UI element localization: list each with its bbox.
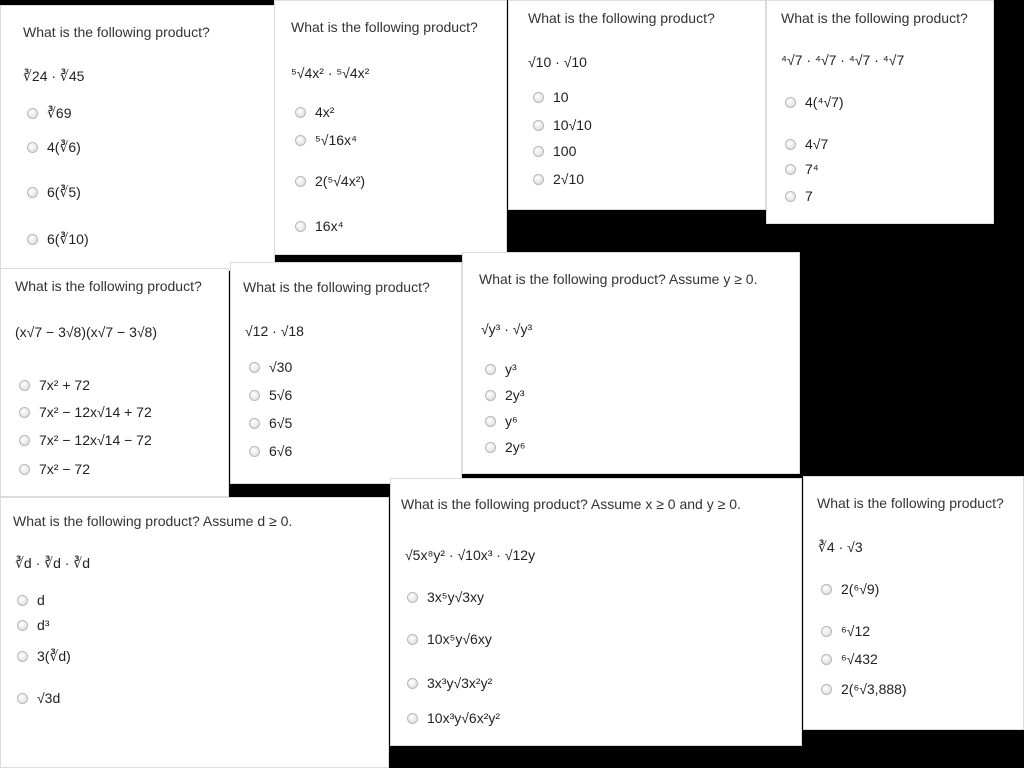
question-text: What is the following product?: [291, 19, 478, 35]
radio-button[interactable]: [407, 678, 418, 689]
radio-button[interactable]: [27, 187, 38, 198]
expression: ⁵√4x² · ⁵√4x²: [291, 65, 370, 81]
question-text: What is the following product?: [781, 10, 968, 26]
radio-button[interactable]: [249, 362, 260, 373]
question-card-5: What is the following product? (x√7 − 3√8)(x√7 − 3√8) 7x² + 72 7x² − 12x√14 + 72 7x² − 12x√14 − 72 7x² − 72: [0, 268, 229, 497]
question-card-9: What is the following product? Assume x ≥ 0 and y ≥ 0. √5x⁸y² · √10x³ · √12y 3x⁵y√3xy 10x⁵y√6xy 3x³y√3x²y² 10x³y√6x²y²: [390, 478, 802, 746]
radio-button[interactable]: [533, 146, 544, 157]
question-text: What is the following product? Assume y ≥ 0.: [479, 271, 758, 287]
expression: √10 · √10: [528, 54, 587, 70]
radio-button[interactable]: [249, 418, 260, 429]
question-card-2: What is the following product? ⁵√4x² · ⁵√4x² 4x² ⁵√16x⁴ 2(⁵√4x²) 16x⁴: [274, 0, 507, 255]
question-text: What is the following product?: [243, 279, 430, 295]
question-card-10: What is the following product? ∛4 · √3 2(⁶√9) ⁶√12 ⁶√432 2(⁶√3,888): [803, 476, 1024, 730]
radio-button[interactable]: [17, 595, 28, 606]
expression: ⁴√7 · ⁴√7 · ⁴√7 · ⁴√7: [781, 52, 905, 68]
radio-button[interactable]: [407, 592, 418, 603]
radio-button[interactable]: [407, 713, 418, 724]
question-card-7: What is the following product? Assume y ≥ 0. √y³ · √y³ y³ 2y³ y⁶ 2y⁶: [462, 252, 800, 474]
radio-button[interactable]: [785, 97, 796, 108]
question-card-6: What is the following product? √12 · √18 √30 5√6 6√5 6√6: [230, 262, 462, 484]
radio-button[interactable]: [485, 416, 496, 427]
radio-button[interactable]: [27, 234, 38, 245]
radio-button[interactable]: [821, 654, 832, 665]
radio-button[interactable]: [821, 584, 832, 595]
expression: ∛d · ∛d · ∛d: [15, 555, 91, 571]
question-text: What is the following product? Assume d ≥ 0.: [13, 513, 293, 529]
radio-button[interactable]: [485, 442, 496, 453]
radio-button[interactable]: [485, 390, 496, 401]
question-card-8: What is the following product? Assume d ≥ 0. ∛d · ∛d · ∛d d d³ 3(∛d) √3d: [0, 497, 389, 768]
radio-button[interactable]: [785, 191, 796, 202]
radio-button[interactable]: [785, 164, 796, 175]
radio-button[interactable]: [295, 176, 306, 187]
radio-button[interactable]: [19, 380, 30, 391]
question-text: What is the following product?: [817, 495, 1004, 511]
radio-button[interactable]: [19, 435, 30, 446]
radio-button[interactable]: [533, 92, 544, 103]
radio-button[interactable]: [821, 684, 832, 695]
radio-button[interactable]: [295, 135, 306, 146]
question-text: What is the following product? Assume x ≥ 0 and y ≥ 0.: [401, 496, 741, 512]
radio-button[interactable]: [27, 142, 38, 153]
expression: √y³ · √y³: [481, 321, 533, 337]
radio-button[interactable]: [407, 634, 418, 645]
radio-button[interactable]: [785, 139, 796, 150]
radio-button[interactable]: [485, 364, 496, 375]
radio-button[interactable]: [249, 446, 260, 457]
question-card-4: What is the following product? ⁴√7 · ⁴√7 · ⁴√7 · ⁴√7 4(⁴√7) 4√7 7⁴ 7: [766, 0, 994, 224]
radio-button[interactable]: [295, 107, 306, 118]
question-card-3: What is the following product? √10 · √10 10 10√10 100 2√10: [508, 0, 766, 210]
expression: ∛4 · √3: [818, 539, 863, 555]
question-text: What is the following product?: [15, 278, 202, 294]
radio-button[interactable]: [295, 221, 306, 232]
radio-button[interactable]: [19, 464, 30, 475]
radio-button[interactable]: [533, 120, 544, 131]
expression: ∛24 · ∛45: [23, 68, 85, 84]
radio-button[interactable]: [821, 626, 832, 637]
expression: √12 · √18: [245, 323, 304, 339]
question-text: What is the following product?: [23, 24, 210, 40]
question-text: What is the following product?: [528, 10, 715, 26]
question-card-1: What is the following product? ∛24 · ∛45 ∛69 4(∛6) 6(∛5) 6(∛10): [0, 5, 275, 271]
radio-button[interactable]: [17, 651, 28, 662]
radio-button[interactable]: [249, 390, 260, 401]
radio-button[interactable]: [17, 620, 28, 631]
radio-button[interactable]: [19, 407, 30, 418]
radio-button[interactable]: [533, 174, 544, 185]
expression: (x√7 − 3√8)(x√7 − 3√8): [15, 324, 158, 340]
radio-button[interactable]: [27, 108, 38, 119]
expression: √5x⁸y² · √10x³ · √12y: [405, 547, 536, 563]
radio-button[interactable]: [17, 693, 28, 704]
